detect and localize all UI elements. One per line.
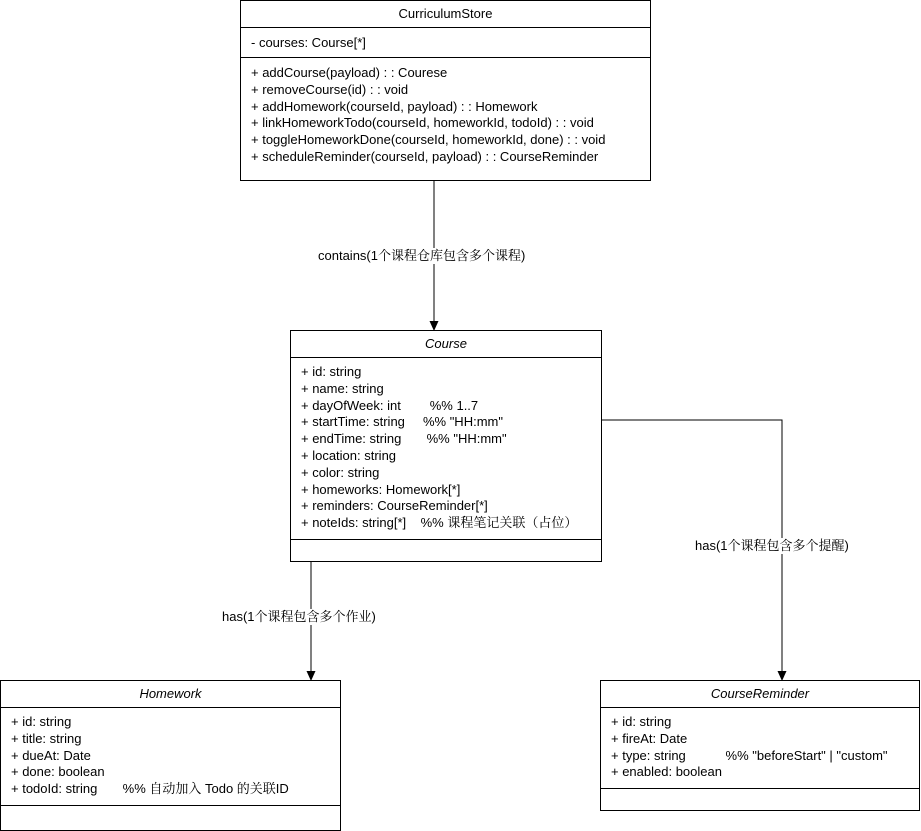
contains-label: contains(1个课程仓库包含多个课程) <box>318 248 526 263</box>
attribute: + title: string <box>11 730 82 746</box>
method: + removeCourse(id) : : void <box>251 81 409 97</box>
attribute: + done: boolean <box>11 764 105 780</box>
attribute: + homeworks: Homework[*] <box>301 481 461 497</box>
class-curriculum-store[interactable] <box>240 0 651 181</box>
attribute: + dayOfWeek: int %% 1..7 <box>301 397 479 413</box>
has-reminder-label: has(1个课程包含多个提醒) <box>695 538 849 553</box>
attributes-section <box>291 358 601 540</box>
class-course-reminder[interactable] <box>600 680 920 811</box>
class-homework[interactable] <box>0 680 341 831</box>
attributes-section <box>241 28 650 58</box>
attribute: + color: string <box>301 464 380 480</box>
method: + addHomework(courseId, payload) : : Homework <box>251 98 538 114</box>
attribute: + todoId: string %% 自动加入 Todo 的关联ID <box>11 781 289 797</box>
attribute: + id: string <box>611 714 672 729</box>
attribute: + endTime: string %% "HH:mm" <box>301 431 507 447</box>
attribute: + id: string <box>11 714 72 729</box>
class-name: Course <box>291 331 601 358</box>
attribute: + name: string <box>301 380 384 396</box>
attribute: + reminders: CourseReminder[*] <box>301 498 488 514</box>
attribute: + enabled: boolean <box>611 764 722 780</box>
methods-section <box>1 806 340 811</box>
methods-section <box>601 789 919 794</box>
attribute: + dueAt: Date <box>11 747 91 763</box>
attribute: + fireAt: Date <box>611 730 688 746</box>
class-course[interactable] <box>290 330 602 562</box>
attribute: - courses: Course[*] <box>251 35 366 50</box>
attribute: + location: string <box>301 447 397 463</box>
method: + addCourse(payload) : : Courese <box>251 65 448 80</box>
attribute: + type: string %% "beforeStart" | "custom" <box>611 747 888 763</box>
class-name: Homework <box>1 681 340 708</box>
attribute: + noteIds: string[*] %% 课程笔记关联（占位） <box>301 515 578 531</box>
method: + linkHomeworkTodo(courseId, homeworkId, todoId) : : void <box>251 115 594 131</box>
methods-section <box>291 540 601 545</box>
method: + scheduleReminder(courseId, payload) : : CourseReminder <box>251 148 599 164</box>
method: + toggleHomeworkDone(courseId, homeworkId, done) : : void <box>251 132 606 148</box>
attributes-section <box>1 708 340 806</box>
has-homework-label: has(1个课程包含多个作业) <box>222 609 376 624</box>
class-name: CurriculumStore <box>241 1 650 28</box>
attribute: + id: string <box>301 364 362 379</box>
class-name: CourseReminder <box>601 681 919 708</box>
methods-section <box>241 58 650 166</box>
attributes-section <box>601 708 919 789</box>
attribute: + startTime: string %% "HH:mm" <box>301 414 503 430</box>
